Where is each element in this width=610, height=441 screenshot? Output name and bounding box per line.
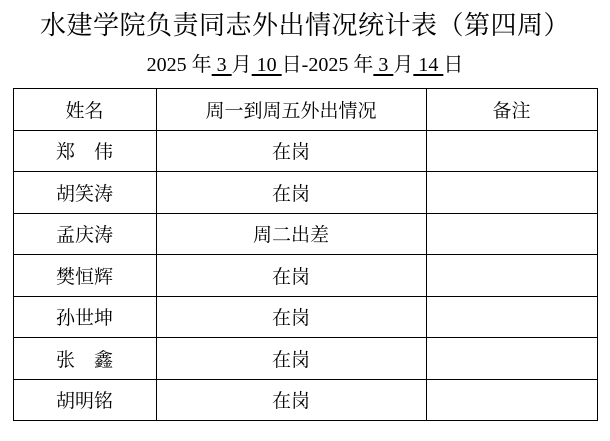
page-title: 水建学院负责同志外出情况统计表（第四周） (39, 11, 570, 40)
note-cell (426, 379, 597, 421)
table-row (13, 296, 597, 338)
note-cell (426, 338, 597, 380)
table-row (13, 255, 597, 297)
document-page (0, 8, 610, 441)
status-cell: 周二出差 (156, 213, 426, 255)
status-cell: 在岗 (156, 255, 426, 297)
table-row (13, 338, 597, 380)
date-text: 2025 年 (146, 54, 212, 76)
date-underlined-value: 14 (413, 54, 444, 76)
note-cell (426, 296, 597, 338)
table-row (13, 213, 597, 255)
status-cell: 在岗 (156, 296, 426, 338)
name-cell: 胡明铭 (13, 379, 156, 421)
column-header: 周一到周五外出情况 (156, 89, 426, 131)
name-cell: 郑 伟 (13, 130, 156, 172)
note-cell (426, 213, 597, 255)
outing-status-table (13, 88, 598, 421)
status-cell: 在岗 (156, 130, 426, 172)
status-cell: 在岗 (156, 172, 426, 214)
status-cell: 在岗 (156, 379, 426, 421)
date-text: 月 (393, 54, 414, 76)
date-underlined-value: 3 (211, 54, 232, 76)
table-header-row (13, 89, 597, 131)
column-header: 备注 (426, 89, 597, 131)
name-cell: 张 鑫 (13, 338, 156, 380)
table-row (13, 172, 597, 214)
date-range-subtitle (0, 52, 610, 79)
table-row (13, 379, 597, 421)
name-cell: 孟庆涛 (13, 213, 156, 255)
name-cell: 孙世坤 (13, 296, 156, 338)
date-text: 日 (443, 54, 464, 76)
date-underlined-value: 10 (251, 54, 282, 76)
table-row (13, 130, 597, 172)
date-underlined-value: 3 (373, 54, 394, 76)
name-cell: 胡笑涛 (13, 172, 156, 214)
note-cell (426, 255, 597, 297)
column-header: 姓名 (13, 89, 156, 131)
date-text: 月 (231, 54, 252, 76)
note-cell (426, 130, 597, 172)
note-cell (426, 172, 597, 214)
date-text: 日-2025 年 (281, 54, 374, 76)
status-cell: 在岗 (156, 338, 426, 380)
name-cell: 樊恒辉 (13, 255, 156, 297)
table-body (13, 130, 597, 421)
